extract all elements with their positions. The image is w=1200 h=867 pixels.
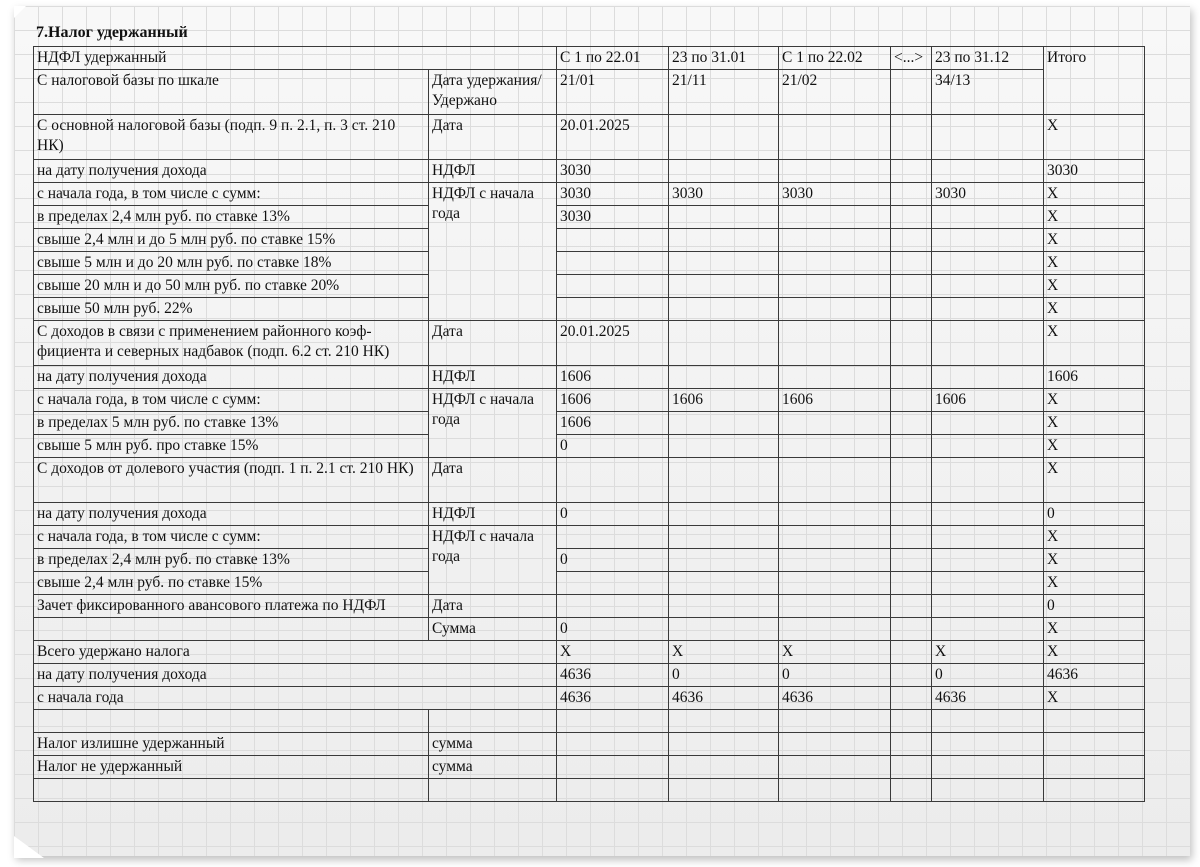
scale-period-5: 34/13 bbox=[932, 70, 1044, 115]
totals-r1-c2: X bbox=[669, 641, 779, 664]
sec1-r3-label: с начала года, в том числе с сумм: bbox=[34, 183, 429, 206]
table-row bbox=[34, 733, 1145, 756]
table-row bbox=[34, 298, 1145, 321]
header-period-5: 23 по 31.12 bbox=[932, 47, 1044, 70]
scale-col2: Дата удержания/ Удержано bbox=[429, 70, 557, 115]
totals-r3-c3: 4636 bbox=[779, 687, 891, 710]
page-fold-top bbox=[14, 6, 26, 18]
totals-r2-c2: 0 bbox=[669, 664, 779, 687]
header-total: Итого bbox=[1044, 47, 1145, 115]
totals-r1-label: Всего удержано налога bbox=[34, 641, 557, 664]
unwithheld-label: Налог не удержанный bbox=[34, 756, 429, 779]
page-fold-bottom bbox=[14, 836, 44, 858]
sec2-r2-total: 1606 bbox=[1044, 366, 1145, 389]
sec3-date-label: Дата bbox=[429, 458, 557, 503]
sec1-date: 20.01.2025 bbox=[557, 115, 669, 160]
table-row bbox=[34, 687, 1145, 710]
sec1-r7-label: свыше 20 млн и до 50 млн руб. по ставке 20% bbox=[34, 275, 429, 298]
table-row bbox=[34, 618, 1145, 641]
totals-r2-total: 4636 bbox=[1044, 664, 1145, 687]
table-row bbox=[34, 526, 1145, 549]
sec1-r3-c3: 3030 bbox=[779, 183, 891, 206]
sec2-r3-c2: 1606 bbox=[669, 389, 779, 412]
table-row bbox=[34, 664, 1145, 687]
sec1-r6-label: свыше 5 млн и до 20 млн руб. по ставке 18% bbox=[34, 252, 429, 275]
sec2-ytd-col2: НДФЛ с начала года bbox=[429, 389, 557, 458]
totals-r1-c3: X bbox=[779, 641, 891, 664]
sec2-r2-c1: 1606 bbox=[557, 366, 669, 389]
header-row bbox=[34, 47, 1145, 70]
scale-row bbox=[34, 70, 1145, 115]
sec2-r4-label: в пределах 5 млн руб. по ставке 13% bbox=[34, 412, 429, 435]
table-row bbox=[34, 572, 1145, 595]
sec2-r2-col2: НДФЛ bbox=[429, 366, 557, 389]
scale-period-1: 21/01 bbox=[557, 70, 669, 115]
sec2-r5-c1: 0 bbox=[557, 435, 669, 458]
totals-r1-c5: X bbox=[932, 641, 1044, 664]
totals-r3-label: с начала года bbox=[34, 687, 557, 710]
totals-r2-c5: 0 bbox=[932, 664, 1044, 687]
sec1-r2-total: 3030 bbox=[1044, 160, 1145, 183]
table-row bbox=[34, 412, 1145, 435]
sec1-r2-label: на дату получения дохода bbox=[34, 160, 429, 183]
sec1-r4-label: в пределах 2,4 млн руб. по ставке 13% bbox=[34, 206, 429, 229]
sec3-r5-total: X bbox=[1044, 572, 1145, 595]
table-row bbox=[34, 229, 1145, 252]
sec1-r8-total: X bbox=[1044, 298, 1145, 321]
sec2-date-total: X bbox=[1044, 321, 1145, 366]
sec1-r3-c5: 3030 bbox=[932, 183, 1044, 206]
table-row bbox=[34, 115, 1145, 160]
excess-col2: сумма bbox=[429, 733, 557, 756]
advance-sum-total: X bbox=[1044, 618, 1145, 641]
sec1-r5-label: свыше 2,4 млн и до 5 млн руб. по ставке 15% bbox=[34, 229, 429, 252]
sec3-r4-total: X bbox=[1044, 549, 1145, 572]
table-row bbox=[34, 206, 1145, 229]
sec1-date-total: X bbox=[1044, 115, 1145, 160]
scale-period-2: 21/11 bbox=[669, 70, 779, 115]
table-row bbox=[34, 710, 1145, 733]
totals-r3-c2: 4636 bbox=[669, 687, 779, 710]
totals-r3-c5: 4636 bbox=[932, 687, 1044, 710]
advance-sum-c1: 0 bbox=[557, 618, 669, 641]
table-row bbox=[34, 183, 1145, 206]
sec3-r2-col2: НДФЛ bbox=[429, 503, 557, 526]
table-row bbox=[34, 389, 1145, 412]
header-period-2: 23 по 31.01 bbox=[669, 47, 779, 70]
sec1-ytd-col2: НДФЛ с начала года bbox=[429, 183, 557, 321]
sec1-r7-total: X bbox=[1044, 275, 1145, 298]
sec1-r2-col2: НДФЛ bbox=[429, 160, 557, 183]
table-row bbox=[34, 160, 1145, 183]
sec1-label: С основной налоговой базы (подп. 9 п. 2.1, п. 3 ст. 210 НК) bbox=[34, 115, 429, 160]
advance-label: Зачет фиксированного авансового платежа по НДФЛ bbox=[34, 595, 429, 618]
table-row bbox=[34, 549, 1145, 572]
sec1-r5-total: X bbox=[1044, 229, 1145, 252]
table-row bbox=[34, 366, 1145, 389]
totals-r1-total: X bbox=[1044, 641, 1145, 664]
advance-date-label: Дата bbox=[429, 595, 557, 618]
totals-r2-c3: 0 bbox=[779, 664, 891, 687]
scale-label: С налоговой базы по шкале bbox=[34, 70, 429, 115]
scale-period-4 bbox=[891, 70, 932, 115]
header-period-ellipsis: <...> bbox=[891, 47, 932, 70]
table-row bbox=[34, 756, 1145, 779]
totals-r2-label: на дату получения дохода bbox=[34, 664, 557, 687]
unwithheld-col2: сумма bbox=[429, 756, 557, 779]
totals-r2-c1: 4636 bbox=[557, 664, 669, 687]
table-row bbox=[34, 641, 1145, 664]
sec3-r4-label: в пределах 2,4 млн руб. по ставке 13% bbox=[34, 549, 429, 572]
withheld-tax-table bbox=[33, 46, 1145, 802]
sec3-r3-label: с начала года, в том числе с сумм: bbox=[34, 526, 429, 549]
sec2-r3-total: X bbox=[1044, 389, 1145, 412]
header-period-3: С 1 по 22.02 bbox=[779, 47, 891, 70]
scale-period-3: 21/02 bbox=[779, 70, 891, 115]
sec1-r3-c1: 3030 bbox=[557, 183, 669, 206]
totals-r1-c1: X bbox=[557, 641, 669, 664]
sec3-date-total: X bbox=[1044, 458, 1145, 503]
sec3-r3-total: X bbox=[1044, 526, 1145, 549]
sec2-r3-c1: 1606 bbox=[557, 389, 669, 412]
sec1-r3-c2: 3030 bbox=[669, 183, 779, 206]
sec1-r8-label: свыше 50 млн руб. 22% bbox=[34, 298, 429, 321]
table-row bbox=[34, 595, 1145, 618]
table-row bbox=[34, 503, 1145, 526]
sec2-label: С доходов в связи с применением районного коэф-фициента и северных надбавок (подп. 6.2 ст. 210 НК) bbox=[34, 321, 429, 366]
sec2-date-label: Дата bbox=[429, 321, 557, 366]
table-row bbox=[34, 252, 1145, 275]
section-title: 7.Налог удержанный bbox=[36, 24, 188, 41]
sec1-r6-total: X bbox=[1044, 252, 1145, 275]
sec2-r2-label: на дату получения дохода bbox=[34, 366, 429, 389]
sec3-label: С доходов от долевого участия (подп. 1 п. 2.1 ст. 210 НК) bbox=[34, 458, 429, 503]
sec3-r4-c1: 0 bbox=[557, 549, 669, 572]
table-row bbox=[34, 275, 1145, 298]
totals-r3-total: X bbox=[1044, 687, 1145, 710]
totals-r3-c1: 4636 bbox=[557, 687, 669, 710]
sec1-r3-total: X bbox=[1044, 183, 1145, 206]
sec3-r5-label: свыше 2,4 млн руб. по ставке 15% bbox=[34, 572, 429, 595]
sec1-date-label: Дата bbox=[429, 115, 557, 160]
excess-label: Налог излишне удержанный bbox=[34, 733, 429, 756]
sec2-r3-c3: 1606 bbox=[779, 389, 891, 412]
sec3-ytd-col2: НДФЛ с начала года bbox=[429, 526, 557, 595]
sec1-r4-c1: 3030 bbox=[557, 206, 669, 229]
sec3-r2-c1: 0 bbox=[557, 503, 669, 526]
sec2-r5-total: X bbox=[1044, 435, 1145, 458]
sec2-r3-c5: 1606 bbox=[932, 389, 1044, 412]
sec2-r4-c1: 1606 bbox=[557, 412, 669, 435]
advance-date-total: 0 bbox=[1044, 595, 1145, 618]
sec1-r4-total: X bbox=[1044, 206, 1145, 229]
header-period-1: С 1 по 22.01 bbox=[557, 47, 669, 70]
table-row bbox=[34, 321, 1145, 366]
header-label: НДФЛ удержанный bbox=[34, 47, 557, 70]
sec3-r2-label: на дату получения дохода bbox=[34, 503, 429, 526]
advance-sum-label: Сумма bbox=[429, 618, 557, 641]
sec3-r2-total: 0 bbox=[1044, 503, 1145, 526]
sec2-r3-label: с начала года, в том числе с сумм: bbox=[34, 389, 429, 412]
sec2-date: 20.01.2025 bbox=[557, 321, 669, 366]
sec1-r2-c1: 3030 bbox=[557, 160, 669, 183]
table-row bbox=[34, 435, 1145, 458]
sec2-r5-label: свыше 5 млн руб. про ставке 15% bbox=[34, 435, 429, 458]
sec2-r4-total: X bbox=[1044, 412, 1145, 435]
table-row bbox=[34, 779, 1145, 802]
table-row bbox=[34, 458, 1145, 503]
